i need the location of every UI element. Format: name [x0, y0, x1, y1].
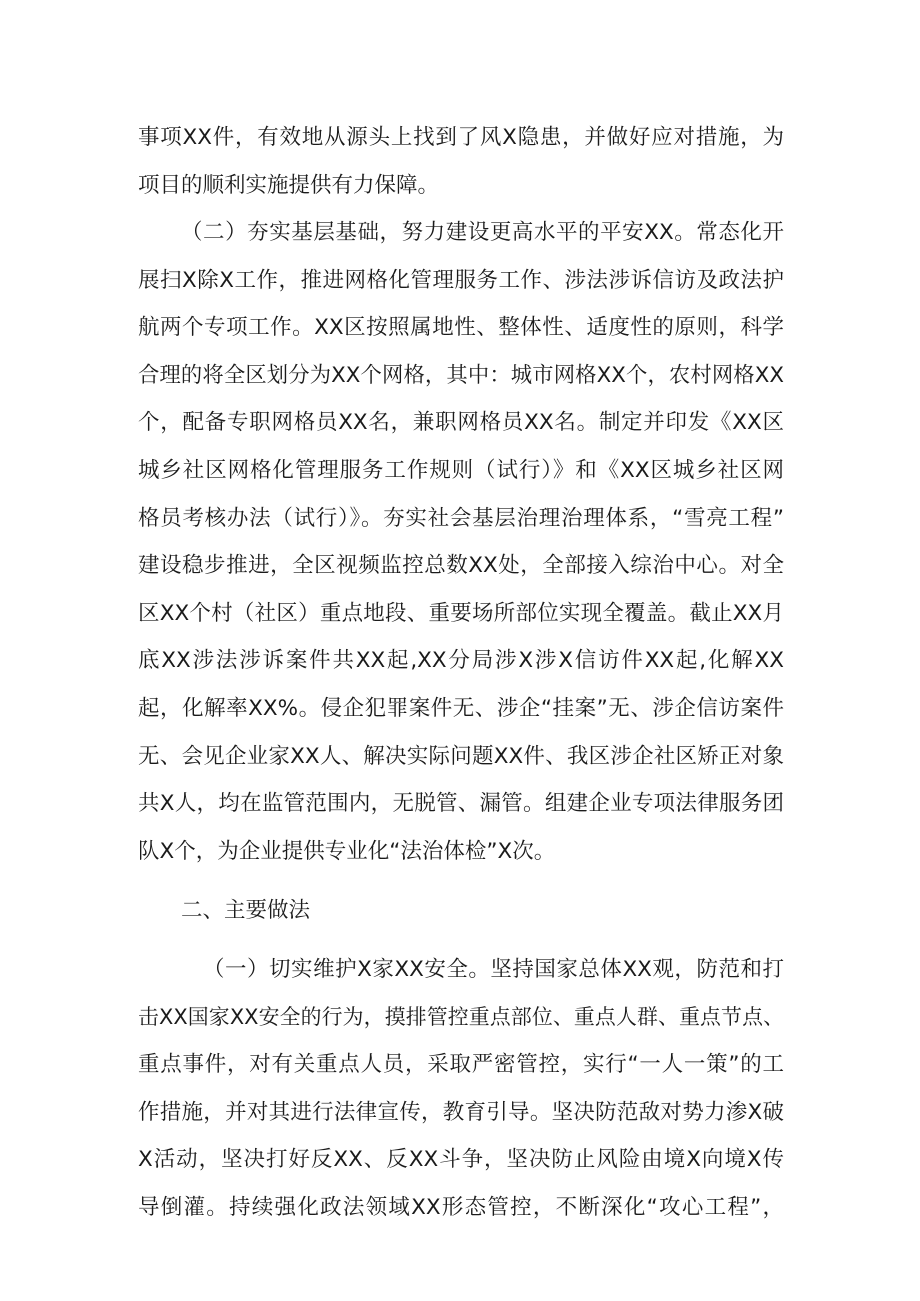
text-line: 合理的将全区划分为XX个网格，其中：城市网格XX个，农村网格XX: [138, 362, 784, 388]
text-line: （二）夯实基层基础，努力建设更高水平的平安XX。常态化开: [181, 220, 784, 245]
text-line: 起，化解率XX%。侵企犯罪案件无、涉企“挂案”无、涉企信访案件: [138, 695, 784, 721]
section-heading: [138, 887, 784, 935]
text-line: 共X人，均在监管范围内，无脱管、漏管。组建企业专项法律服务团: [138, 791, 784, 817]
text-line: 重点事件，对有关重点人员，采取严密管控，实行“一人一策”的工: [138, 1052, 784, 1078]
text-line: 队X个，为企业提供专业化“法治体检”X次。: [138, 838, 556, 864]
text-line: 击XX国家XX安全的行为，摸排管控重点部位、重点人群、重点节点、: [138, 1004, 784, 1029]
text-line: 建设稳步推进，全区视频监控总数XX处，全部接入综治中心。对全: [138, 553, 784, 579]
text-line: （一）切实维护X家XX安全。坚持国家总体XX观，防范和打: [203, 957, 784, 982]
text-line: 导倒灌。持续强化政法领域XX形态管控，不断深化“攻心工程”，: [138, 1194, 784, 1220]
text-line: 无、会见企业家XX人、解决实际问题XX件、我区涉企社区矫正对象: [138, 743, 784, 769]
paragraph-security: [138, 946, 784, 1232]
text-line: 作措施，并对其进行法律宣传，教育引导。坚决防范敌对势力渗X破: [138, 1099, 784, 1125]
text-line: 区XX个村（社区）重点地段、重要场所部位实现全覆盖。截止XX月: [138, 600, 784, 626]
text-line: 展扫X除X工作，推进网格化管理服务工作、涉法涉诉信访及政法护: [138, 267, 784, 293]
text-line: 事项XX件，有效地从源头上找到了风X隐患，并做好应对措施，为: [138, 125, 784, 150]
text-line: X活动，坚决打好反XX、反XX斗争，坚决防止风险由境X向境X传: [138, 1147, 784, 1173]
paragraph-grassroots: [138, 209, 784, 875]
text-line: 项目的顺利实施提供有力保障。: [138, 172, 440, 198]
text-line: 格员考核办法（试行）》。夯实社会基层治理治理体系，“雪亮工程”: [138, 505, 784, 531]
heading-text: 二、主要做法: [181, 898, 311, 923]
paragraph-continuation: [138, 114, 784, 209]
text-line: 航两个专项工作。XX区按照属地性、整体性、适度性的原则，科学: [138, 315, 784, 341]
text-line: 个，配备专职网格员XX名，兼职网格员XX名。制定并印发《XX区: [138, 410, 784, 436]
text-line: 城乡社区网格化管理服务工作规则（试行）》和《XX区城乡社区网: [138, 457, 784, 483]
text-line: 底XX涉法涉诉案件共XX起,XX分局涉X涉X信访件XX起,化解XX: [138, 648, 784, 674]
